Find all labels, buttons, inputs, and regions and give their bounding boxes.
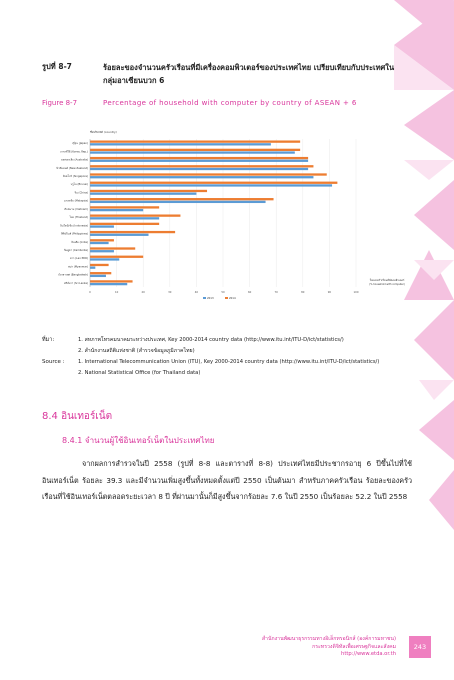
bar-2013 — [90, 168, 308, 170]
bar-2013 — [90, 184, 332, 186]
bar-2013 — [90, 217, 159, 219]
bar-2014 — [90, 256, 143, 258]
bar-2013 — [90, 225, 114, 227]
bar-2014 — [90, 264, 109, 266]
bar-2014 — [90, 206, 159, 208]
source-label-english: Source : — [42, 359, 65, 365]
x-axis-label-sub: (% household with computer) — [369, 283, 405, 286]
source-thai-item-2: 2. สำนักงานสถิติแห่งชาติ (สำรวจข้อมูลภูมิภาคไทย) — [78, 348, 195, 354]
bar-2014 — [90, 165, 313, 167]
bar-2013 — [90, 209, 143, 211]
source-english-item-1: 1. International Telecommunication Union (ITU), Key 2000-2014 country data (http://www.itu.int/ITU-D/ict/statistics/) — [78, 359, 380, 365]
bar-2013 — [90, 250, 114, 252]
bar-2013 — [90, 234, 149, 236]
category-label: เกาหลีใต้ (Korea, Rep.) — [60, 150, 88, 154]
category-label: พม่า (Myanmar) — [68, 265, 88, 269]
bar-2014 — [90, 173, 327, 175]
category-label: ไทย (Thailand) — [69, 216, 88, 220]
x-tick-label: 80 — [301, 291, 305, 294]
source-label-thai: ที่มา: — [42, 337, 55, 343]
x-tick-label: 60 — [247, 291, 252, 294]
bar-2014 — [90, 182, 337, 184]
section-heading: 8.4 อินเทอร์เน็ต — [42, 411, 113, 422]
figure-title-english: Percentage of household with computer by country of ASEAN + 6 — [103, 99, 357, 107]
footer-url[interactable]: http://www.etda.or.th — [341, 651, 396, 657]
bar-2013 — [90, 258, 119, 260]
legend-label-2014: 2014 — [229, 297, 236, 300]
bar-2014 — [90, 272, 111, 274]
bar-2013 — [90, 201, 266, 203]
bar-2014 — [90, 231, 175, 233]
bar-2014 — [90, 247, 135, 249]
bar-2014 — [90, 157, 308, 159]
category-label: จีน (China) — [74, 191, 88, 195]
bar-2014 — [90, 214, 180, 216]
body-paragraph: จากผลการสำรวจในปี 2558 (รูปที่ 8-8 และตารางที่ 8-8) ประเทศไทยมีประชากรอายุ 6 ปีขึ้นไปที่ใช้อินเทอร์เน็ต ร้อยละ 39.3 และมีจำนวนเพิ่มสูงขึ้นทั้งหมดตั้งแต่ปี 2550 เป็นต้นมา สำหรับภาคครัวเรือน ร้อยละของครัวเรือนที่ใช้อินเทอร์เน็ตตลอดระยะเวลา 8 ปี ที่ผ่านมานั้นก็มีสูงขึ้นจากร้อยละ 7.6 ในปี 2550 เป็นร้อยละ 52.2 ในปี 2558 — [42, 459, 412, 501]
bar-2014 — [90, 149, 300, 151]
x-tick-label: 90 — [327, 291, 332, 294]
bar-2013 — [90, 242, 109, 244]
bar-2013 — [90, 176, 313, 178]
category-label: เวียดนาม (Vietnam) — [63, 207, 88, 211]
chart-top-label: ชื่อประเทศ (country) — [90, 130, 117, 134]
category-label: ลาว (Lao PDR) — [69, 257, 88, 261]
bar-2013 — [90, 160, 308, 162]
category-label: ออสเตรเลีย (Australia) — [61, 158, 88, 162]
bar-2014 — [90, 223, 159, 225]
bar-2013 — [90, 151, 295, 153]
source-thai-item-1: 1. สหภาพโทรคมนาคมระหว่างประเทศ, Key 2000-2014 country data (http://www.itu.int/ITU-D/ict/statistics/) — [78, 337, 344, 343]
household-computer-bar-chart — [38, 125, 414, 310]
footer-organization — [262, 636, 396, 659]
x-tick-label: 10 — [114, 291, 119, 294]
figure-number-english: Figure 8-7 — [42, 99, 78, 107]
x-axis-label: ร้อยละครัวเรือนที่มีคอมพิวเตอร์ — [369, 279, 405, 282]
category-label: ญี่ปุ่น (Japan) — [72, 142, 88, 146]
category-label: มาเลเซีย (Malaysia) — [64, 199, 88, 203]
footer-line-2: กระทรวงดิจิทัลเพื่อเศรษฐกิจและสังคม — [312, 643, 396, 650]
footer-line-1: สำนักงานพัฒนาธุรกรรมทางอิเล็กทรอนิกส์ (องค์การมหาชน) — [261, 636, 396, 642]
x-tick-label: 40 — [194, 291, 199, 294]
x-tick-label: 20 — [141, 291, 145, 294]
bar-2014 — [90, 190, 207, 192]
category-label: กัมพูชา (Cambodia) — [63, 249, 88, 252]
category-label: ฟิลิปปินส์ (Philippines) — [61, 232, 88, 236]
subsection-heading: 8.4.1 จำนวนผู้ใช้อินเทอร์เน็ตในประเทศไทย — [62, 436, 215, 445]
category-label: อินโดนีเซีย (Indonesia) — [60, 224, 88, 228]
source-english-item-2: 2. National Statistical Office (for Thailand data) — [78, 370, 201, 376]
bar-2013 — [90, 267, 95, 269]
figure-number-thai: รูปที่ 8-7 — [42, 62, 72, 71]
bar-2013 — [90, 283, 127, 285]
legend-swatch-2013 — [203, 297, 206, 299]
bar-2014 — [90, 140, 300, 142]
category-label: อินเดีย (India) — [71, 240, 88, 244]
category-label: ศรีลังกา (Sri Lanka) — [64, 281, 88, 285]
x-tick-label: 0 — [89, 291, 91, 294]
bar-2014 — [90, 280, 133, 282]
legend-label-2013: 2013 — [207, 297, 214, 300]
x-tick-label: 70 — [274, 291, 278, 294]
category-label: บังกลาเทศ (Bangladesh) — [58, 273, 88, 277]
bar-2014 — [90, 198, 274, 200]
x-tick-label: 100 — [353, 291, 359, 294]
category-label: บรูไน (Brunei) — [70, 183, 88, 187]
figure-title-thai: ร้อยละของจำนวนครัวเรือนที่มีเครื่องคอมพิวเตอร์ของประเทศไทย เปรียบเทียบกับประเทศในกลุ่มอาเซียนบวก 6 — [103, 63, 395, 85]
x-tick-label: 30 — [168, 291, 172, 294]
page-number: 243 — [409, 636, 431, 658]
legend-swatch-2014 — [225, 297, 228, 299]
x-tick-label: 50 — [221, 291, 225, 294]
bar-2013 — [90, 193, 196, 195]
category-label: นิวซีแลนด์ (New Zealand) — [56, 166, 88, 170]
bar-2013 — [90, 143, 271, 145]
bar-2013 — [90, 275, 106, 277]
bar-2014 — [90, 239, 114, 241]
category-label: สิงคโปร์ (Singapore) — [63, 175, 88, 178]
